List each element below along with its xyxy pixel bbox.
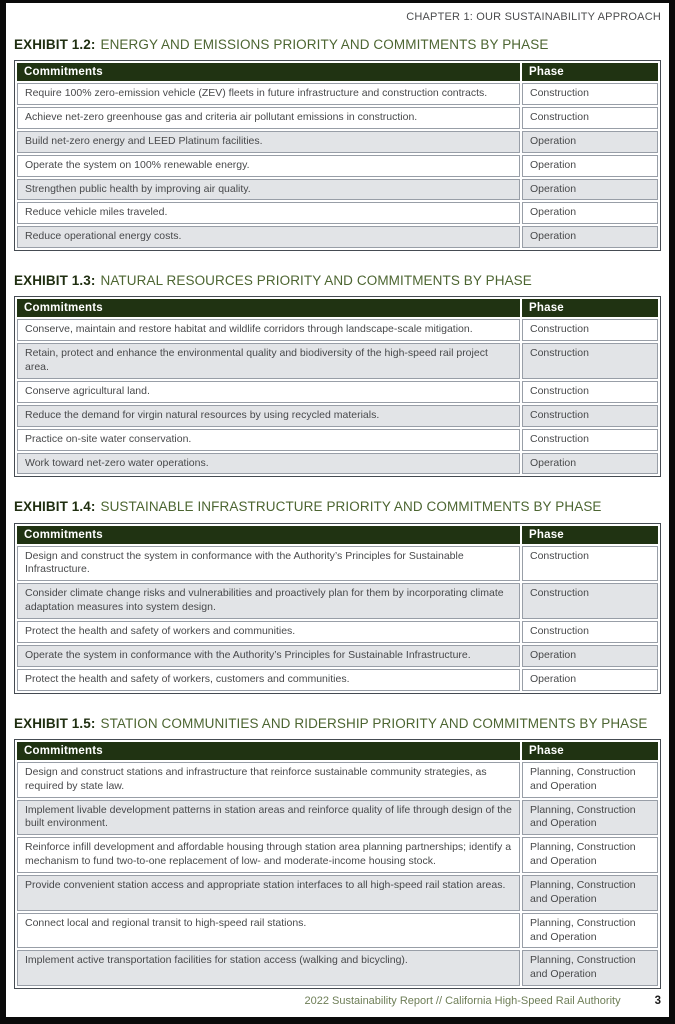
commitment-cell: Design and construct the system in conformance with the Authority’s Principles for Sustainable Infrastructure.	[17, 546, 520, 582]
exhibit-title	[14, 37, 661, 53]
table-row	[17, 645, 658, 667]
table-body	[17, 319, 658, 474]
commitments-table	[14, 60, 661, 251]
phase-cell: Planning, Construction and Operation	[522, 800, 658, 836]
exhibit-name: STATION COMMUNITIES AND RIDERSHIP PRIORITY AND COMMITMENTS BY PHASE	[100, 715, 648, 731]
commitment-cell: Consider climate change risks and vulnerabilities and proactively plan for them by incorporating climate adaptation measures into system design.	[17, 583, 520, 619]
exhibit-title	[14, 273, 661, 289]
phase-cell: Operation	[522, 202, 658, 224]
commitment-cell: Conserve agricultural land.	[17, 381, 520, 403]
commitments-table	[14, 296, 661, 477]
table-row	[17, 226, 658, 248]
commitment-cell: Practice on-site water conservation.	[17, 429, 520, 451]
commitment-cell: Reinforce infill development and affordable housing through station area planning partnerships; identify a mechanism to fund two-to-one replacement of low- and moderate-income housing stock.	[17, 837, 520, 873]
table-row	[17, 107, 658, 129]
commitments-table	[14, 739, 661, 989]
exhibit-section	[14, 716, 661, 990]
table-row	[17, 546, 658, 582]
phase-cell: Construction	[522, 343, 658, 379]
footer-report-title: 2022 Sustainability Report // California High-Speed Rail Authority	[304, 995, 621, 1007]
phase-cell: Construction	[522, 107, 658, 129]
exhibit-name: NATURAL RESOURCES PRIORITY AND COMMITMENTS BY PHASE	[100, 273, 532, 289]
phase-cell: Construction	[522, 583, 658, 619]
table-header-row	[17, 63, 658, 81]
table-row	[17, 179, 658, 201]
table-row	[17, 319, 658, 341]
commitment-cell: Strengthen public health by improving air quality.	[17, 179, 520, 201]
table-header-row	[17, 526, 658, 544]
phase-cell: Planning, Construction and Operation	[522, 762, 658, 798]
table-row	[17, 131, 658, 153]
table-row	[17, 202, 658, 224]
phase-cell: Construction	[522, 546, 658, 582]
commitment-cell: Protect the health and safety of workers and communities.	[17, 621, 520, 643]
commitment-cell: Conserve, maintain and restore habitat and wildlife corridors through landscape-scale mitigation.	[17, 319, 520, 341]
commitment-cell: Reduce operational energy costs.	[17, 226, 520, 248]
commitments-table	[14, 523, 661, 694]
commitment-cell: Protect the health and safety of workers, customers and communities.	[17, 669, 520, 691]
table-body	[17, 83, 658, 248]
commitment-cell: Operate the system on 100% renewable energy.	[17, 155, 520, 177]
commitments-column-header: Commitments	[17, 63, 520, 81]
commitment-cell: Operate the system in conformance with the Authority’s Principles for Sustainable Infrastructure.	[17, 645, 520, 667]
phase-cell: Construction	[522, 83, 658, 105]
phase-cell: Operation	[522, 131, 658, 153]
commitment-cell: Implement active transportation facilities for station access (walking and bicycling).	[17, 950, 520, 986]
exhibit-name: SUSTAINABLE INFRASTRUCTURE PRIORITY AND COMMITMENTS BY PHASE	[100, 499, 602, 515]
table-row	[17, 343, 658, 379]
exhibit-name: ENERGY AND EMISSIONS PRIORITY AND COMMITMENTS BY PHASE	[100, 37, 549, 52]
phase-cell: Operation	[522, 179, 658, 201]
commitment-cell: Provide convenient station access and appropriate station interfaces to all high-speed rail station areas.	[17, 875, 520, 911]
exhibit-label: EXHIBIT 1.4:	[14, 499, 96, 515]
table-header-row	[17, 742, 658, 760]
table-body	[17, 762, 658, 986]
phase-cell: Construction	[522, 405, 658, 427]
page-number: 3	[654, 995, 661, 1007]
phase-cell: Planning, Construction and Operation	[522, 950, 658, 986]
table-row	[17, 429, 658, 451]
phase-cell: Planning, Construction and Operation	[522, 913, 658, 949]
table-row	[17, 381, 658, 403]
phase-cell: Planning, Construction and Operation	[522, 837, 658, 873]
table-row	[17, 913, 658, 949]
phase-cell: Operation	[522, 453, 658, 475]
table-row	[17, 875, 658, 911]
commitments-column-header: Commitments	[17, 742, 520, 760]
commitment-cell: Retain, protect and enhance the environmental quality and biodiversity of the high-speed rail project area.	[17, 343, 520, 379]
phase-cell: Operation	[522, 226, 658, 248]
exhibit-label: EXHIBIT 1.2:	[14, 37, 96, 52]
phase-cell: Construction	[522, 621, 658, 643]
commitment-cell: Implement livable development patterns in station areas and reinforce quality of life through design of the built environment.	[17, 800, 520, 836]
table-row	[17, 83, 658, 105]
phase-cell: Construction	[522, 429, 658, 451]
commitments-column-header: Commitments	[17, 526, 520, 544]
table-row	[17, 800, 658, 836]
phase-column-header: Phase	[522, 526, 658, 544]
exhibit-label: EXHIBIT 1.5:	[14, 715, 96, 731]
exhibit-section	[14, 273, 661, 477]
table-row	[17, 583, 658, 619]
commitment-cell: Reduce the demand for virgin natural resources by using recycled materials.	[17, 405, 520, 427]
table-row	[17, 155, 658, 177]
exhibit-section	[14, 37, 661, 251]
table-body	[17, 546, 658, 691]
table-row	[17, 837, 658, 873]
page-footer	[14, 995, 661, 1009]
table-row	[17, 621, 658, 643]
table-row	[17, 669, 658, 691]
table-header-row	[17, 299, 658, 317]
commitment-cell: Reduce vehicle miles traveled.	[17, 202, 520, 224]
phase-column-header: Phase	[522, 63, 658, 81]
phase-column-header: Phase	[522, 742, 658, 760]
phase-cell: Operation	[522, 155, 658, 177]
phase-cell: Planning, Construction and Operation	[522, 875, 658, 911]
commitment-cell: Work toward net-zero water operations.	[17, 453, 520, 475]
exhibit-label: EXHIBIT 1.3:	[14, 273, 96, 289]
commitment-cell: Achieve net-zero greenhouse gas and criteria air pollutant emissions in construction.	[17, 107, 520, 129]
table-row	[17, 405, 658, 427]
exhibit-section	[14, 499, 661, 693]
chapter-header: CHAPTER 1: OUR SUSTAINABILITY APPROACH	[406, 11, 661, 23]
table-row	[17, 453, 658, 475]
phase-cell: Construction	[522, 319, 658, 341]
commitment-cell: Connect local and regional transit to high-speed rail stations.	[17, 913, 520, 949]
phase-cell: Operation	[522, 645, 658, 667]
commitment-cell: Require 100% zero-emission vehicle (ZEV) fleets in future infrastructure and construction contracts.	[17, 83, 520, 105]
commitments-column-header: Commitments	[17, 299, 520, 317]
table-row	[17, 762, 658, 798]
phase-column-header: Phase	[522, 299, 658, 317]
phase-cell: Operation	[522, 669, 658, 691]
exhibits-container	[14, 23, 661, 989]
commitment-cell: Build net-zero energy and LEED Platinum facilities.	[17, 131, 520, 153]
table-row	[17, 950, 658, 986]
commitment-cell: Design and construct stations and infrastructure that reinforce sustainable community strategies, as required by state law.	[17, 762, 520, 798]
phase-cell: Construction	[522, 381, 658, 403]
exhibit-title	[14, 499, 661, 515]
exhibit-title	[14, 716, 661, 732]
